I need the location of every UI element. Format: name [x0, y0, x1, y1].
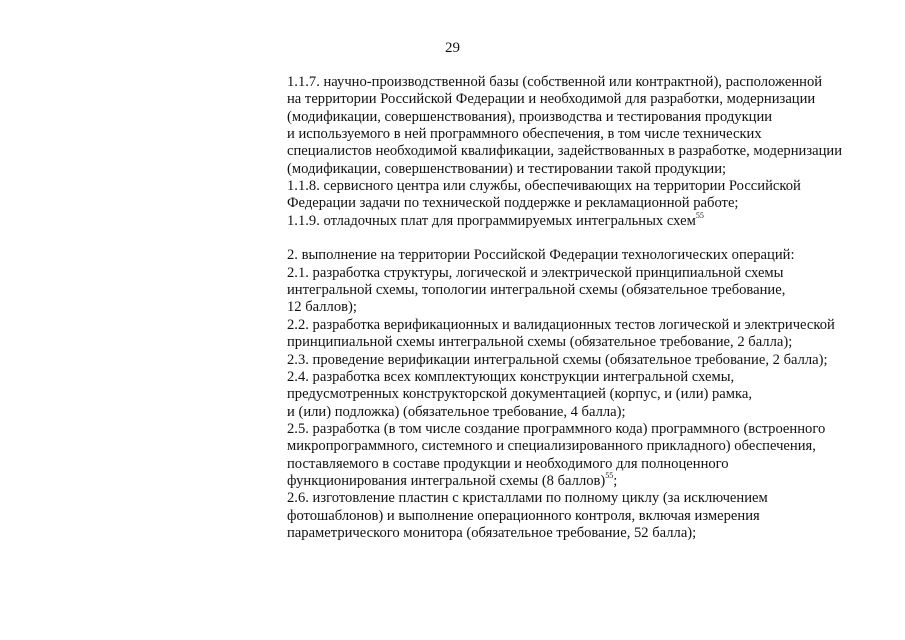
line-text: 1.1.7. научно-производственной базы (собственной или контрактной), расположенной	[287, 74, 823, 90]
text-line	[287, 369, 887, 386]
line-text: и используемого в ней программного обеспечения, в том числе технических	[287, 126, 762, 143]
text-line	[287, 74, 887, 91]
line-text: функционирования интегральной схемы (8 баллов)	[287, 472, 606, 489]
text-line	[287, 195, 887, 212]
text-line	[287, 490, 887, 507]
line-text: параметрического монитора (обязательное требование, 52 балла);	[287, 524, 697, 541]
line-text: (модификации, совершенствования), производства и тестирования продукции	[287, 108, 773, 125]
page-number: 29	[445, 40, 460, 56]
line-text: 2.5. разработка (в том числе создание программного кода) программного (встроенного	[287, 420, 826, 437]
line-text: 2.4. разработка всех комплектующих конструкции интегральной схемы,	[287, 368, 735, 385]
line-text: 2.1. разработка структуры, логической и электрической принципиальной схемы	[287, 264, 784, 281]
line-text: 2. выполнение на территории Российской Федерации технологических операций:	[287, 247, 795, 264]
text-line	[287, 421, 887, 438]
text-line	[287, 508, 887, 525]
text-line	[287, 265, 887, 282]
text-line	[287, 282, 887, 299]
line-text: 2.6. изготовление пластин с кристаллами по полному циклу (за исключением	[287, 490, 768, 507]
text-line	[287, 386, 887, 403]
text-line	[287, 126, 887, 143]
text-line	[287, 352, 887, 369]
footnote-ref: 55	[695, 210, 704, 220]
text-line	[287, 456, 887, 473]
footnote-ref: 55	[605, 471, 614, 481]
text-line	[287, 161, 887, 178]
text-line	[287, 473, 887, 490]
text-line	[287, 334, 887, 351]
paragraph-gap	[287, 230, 887, 247]
text-line	[287, 143, 887, 160]
line-text: фотошаблонов) и выполнение операционного контроля, включая измерения	[287, 507, 760, 524]
text-line	[287, 317, 887, 334]
line-text: и (или) подложка) (обязательное требование, 4 балла);	[287, 403, 626, 420]
line-text: 2.3. проведение верификации интегральной схемы (обязательное требование, 2 балла);	[287, 351, 828, 368]
line-text: 12 баллов);	[287, 299, 357, 316]
text-line	[287, 404, 887, 421]
line-text: принципиальной схемы интегральной схемы (обязательное требование, 2 балла);	[287, 334, 793, 351]
line-text: предусмотренных конструкторской документацией (корпус, и (или) рамка,	[287, 386, 753, 403]
line-text: 1.1.9. отладочных плат для программируемых интегральных схем	[287, 212, 696, 229]
text-line	[287, 299, 887, 316]
text-line	[287, 109, 887, 126]
line-text: 2.2. разработка верификационных и валидационных тестов логической и электрической	[287, 316, 835, 333]
line-text: интегральной схемы, топологии интегральной схемы (обязательное требование,	[287, 282, 786, 299]
text-line	[287, 91, 887, 108]
line-text: микропрограммного, системного и специализированного прикладного) обеспечения,	[287, 438, 816, 455]
text-line	[287, 525, 887, 542]
text-line	[287, 247, 887, 264]
line-text: (модификации, совершенствовании) и тестировании такой продукции;	[287, 160, 727, 177]
line-text: Федерации задачи по технической поддержке и рекламационной работе;	[287, 195, 739, 212]
text-line	[287, 178, 887, 195]
document-body	[287, 74, 887, 542]
line-text: на территории Российской Федерации и необходимой для разработки, модернизации	[287, 91, 816, 108]
text-line	[287, 438, 887, 455]
line-text: поставляемого в составе продукции и необходимого для полноценного	[287, 455, 729, 472]
line-text: 1.1.8. сервисного центра или службы, обеспечивающих на территории Российской	[287, 178, 801, 195]
line-tail: ;	[613, 472, 618, 489]
text-line	[287, 210, 887, 230]
line-text: специалистов необходимой квалификации, задействованных в разработке, модернизации	[287, 143, 843, 160]
